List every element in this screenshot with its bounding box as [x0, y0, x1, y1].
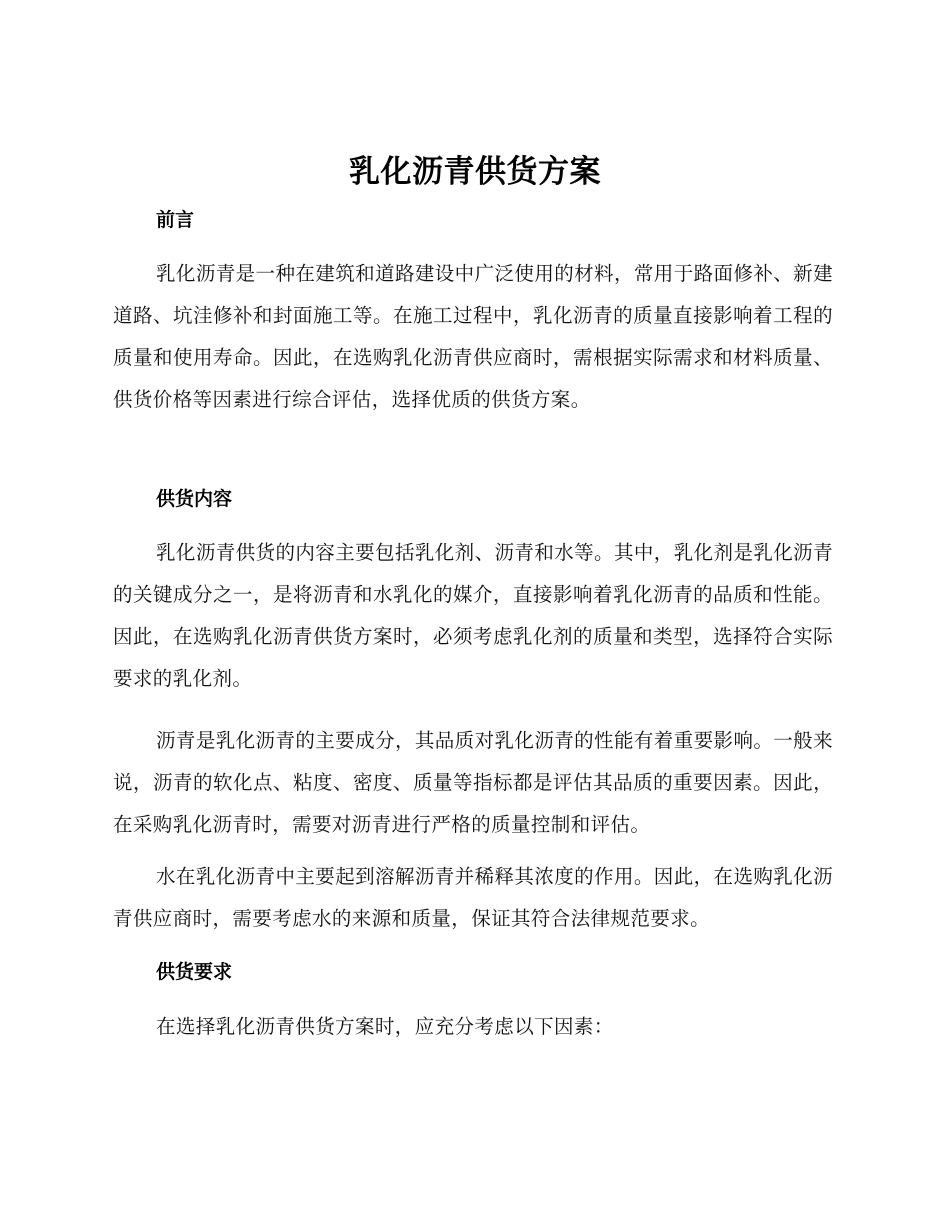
section-heading-preface: 前言	[156, 209, 195, 231]
paragraph-supply-requirements: 在选择乳化沥青供货方案时，应充分考虑以下因素：	[156, 1015, 614, 1038]
section-heading-supply-content: 供货内容	[156, 488, 233, 510]
document-title: 乳化沥青供货方案	[349, 154, 601, 190]
section-heading-supply-requirements: 供货要求	[156, 961, 233, 983]
paragraph-supply-content-2: 沥青是乳化沥青的主要成分，其品质对乳化沥青的性能有着重要影响。一般来说，沥青的软化点、粘度、密度、质量等指标都是评估其品质的重要因素。因此，在采购乳化沥青时，需要对沥青进行严格的质量控制和评估。	[113, 729, 833, 836]
paragraph-preface: 乳化沥青是一种在建筑和道路建设中广泛使用的材料，常用于路面修补、新建道路、坑洼修补和封面施工等。在施工过程中，乳化沥青的质量直接影响着工程的质量和使用寿命。因此，在选购乳化沥青供应商时，需根据实际需求和材料质量、供货价格等因素进行综合评估，选择优质的供货方案。	[113, 262, 833, 411]
paragraph-supply-content-3: 水在乳化沥青中主要起到溶解沥青并稀释其浓度的作用。因此，在选购乳化沥青供应商时，需要考虑水的来源和质量，保证其符合法律规范要求。	[113, 865, 833, 930]
paragraph-supply-content-1: 乳化沥青供货的内容主要包括乳化剂、沥青和水等。其中，乳化剂是乳化沥青的关键成分之一，是将沥青和水乳化的媒介，直接影响着乳化沥青的品质和性能。因此，在选购乳化沥青供货方案时，必须考虑乳化剂的质量和类型，选择符合实际要求的乳化剂。	[113, 541, 833, 690]
